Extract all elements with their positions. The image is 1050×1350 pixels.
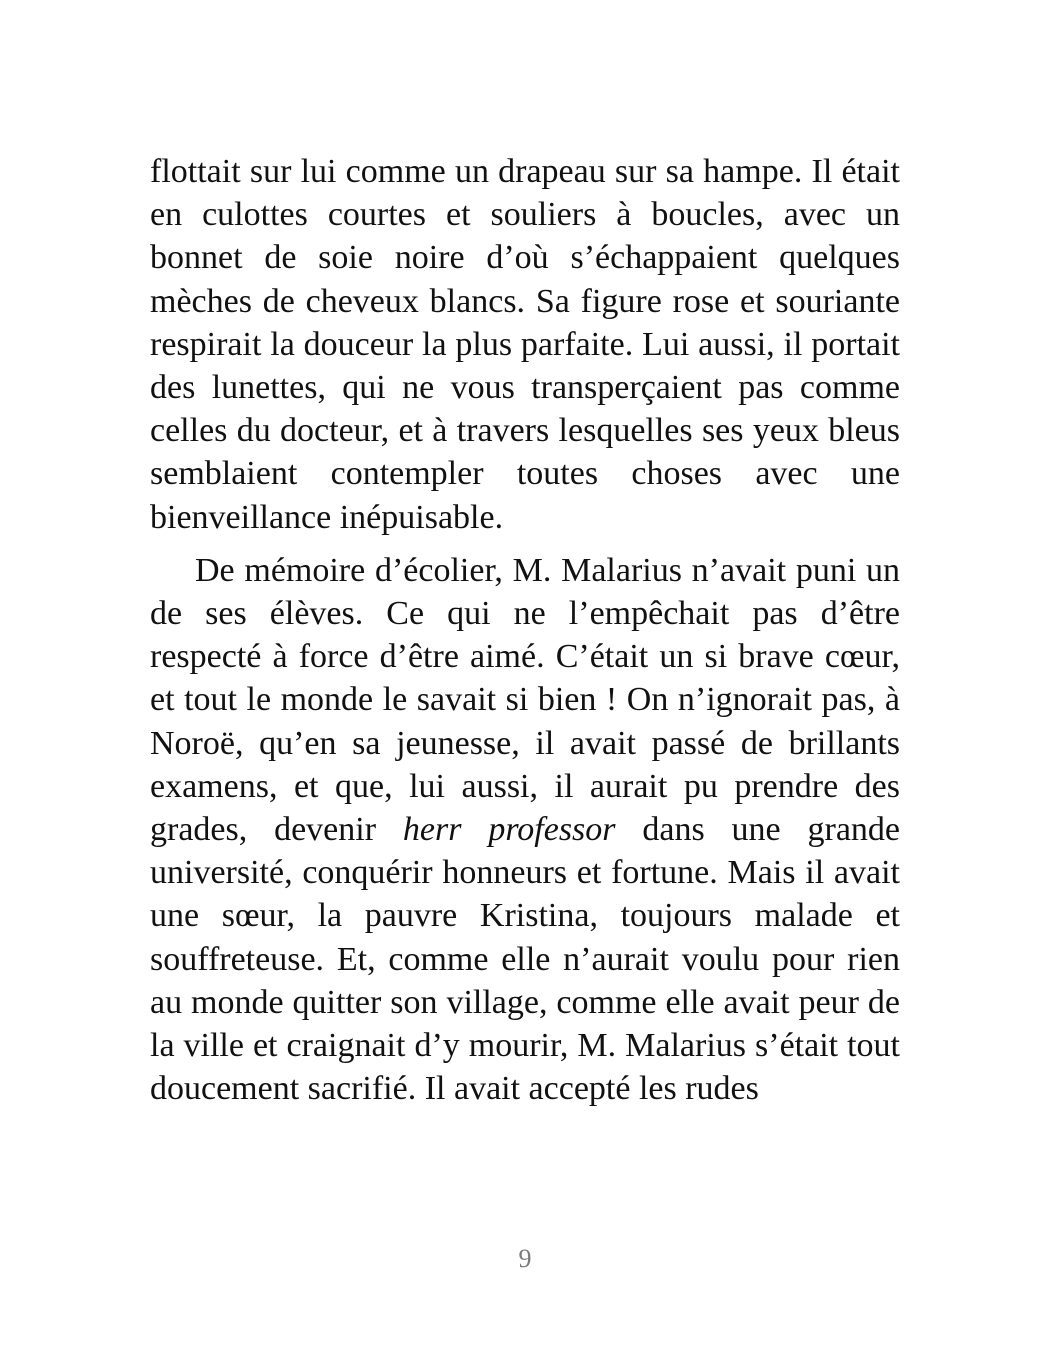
paragraph-2	[150, 549, 900, 1111]
italic-phrase: herr professor	[402, 811, 616, 849]
paragraph-2-text-start: De mémoire d’écolier, M. Malarius n’avait puni un de ses élèves. Ce qui ne l’empêchait pas d’être respecté à force d’être aimé. C’était un si brave cœur, et tout le monde le savait si bien ! On n’ignorait pas, à Noroë, qu’en sa jeunesse, il avait passé de brillants examens, et que, lui aussi, il aurait pu prendre des grades, devenir	[150, 551, 900, 849]
body-text	[150, 150, 900, 1110]
paragraph-2-text-end: dans une grande université, conquérir honneurs et fortune. Mais il avait une sœur, la pauvre Kristina, toujours malade et souffreteuse. Et, comme elle n’aurait voulu pour rien au monde quitter son village, comme elle avait peur de la ville et craignait d’y mourir, M. Malarius s’était tout doucement sacrifié. Il avait accepté les rudes	[150, 811, 900, 1108]
page-number: 9	[518, 1244, 532, 1273]
paragraph-1: flottait sur lui comme un drapeau sur sa hampe. Il était en culottes courtes et souliers à boucles, avec un bonnet de soie noire d’où s’échappaient quelques mèches de cheveux blancs. Sa figure rose et souriante respirait la douceur la plus parfaite. Lui aussi, il portait des lunettes, qui ne vous transperçaient pas comme celles du docteur, et à travers lesquelles ses yeux bleus semblaient contempler toutes choses avec une bienveillance inépuisable.	[150, 153, 900, 536]
